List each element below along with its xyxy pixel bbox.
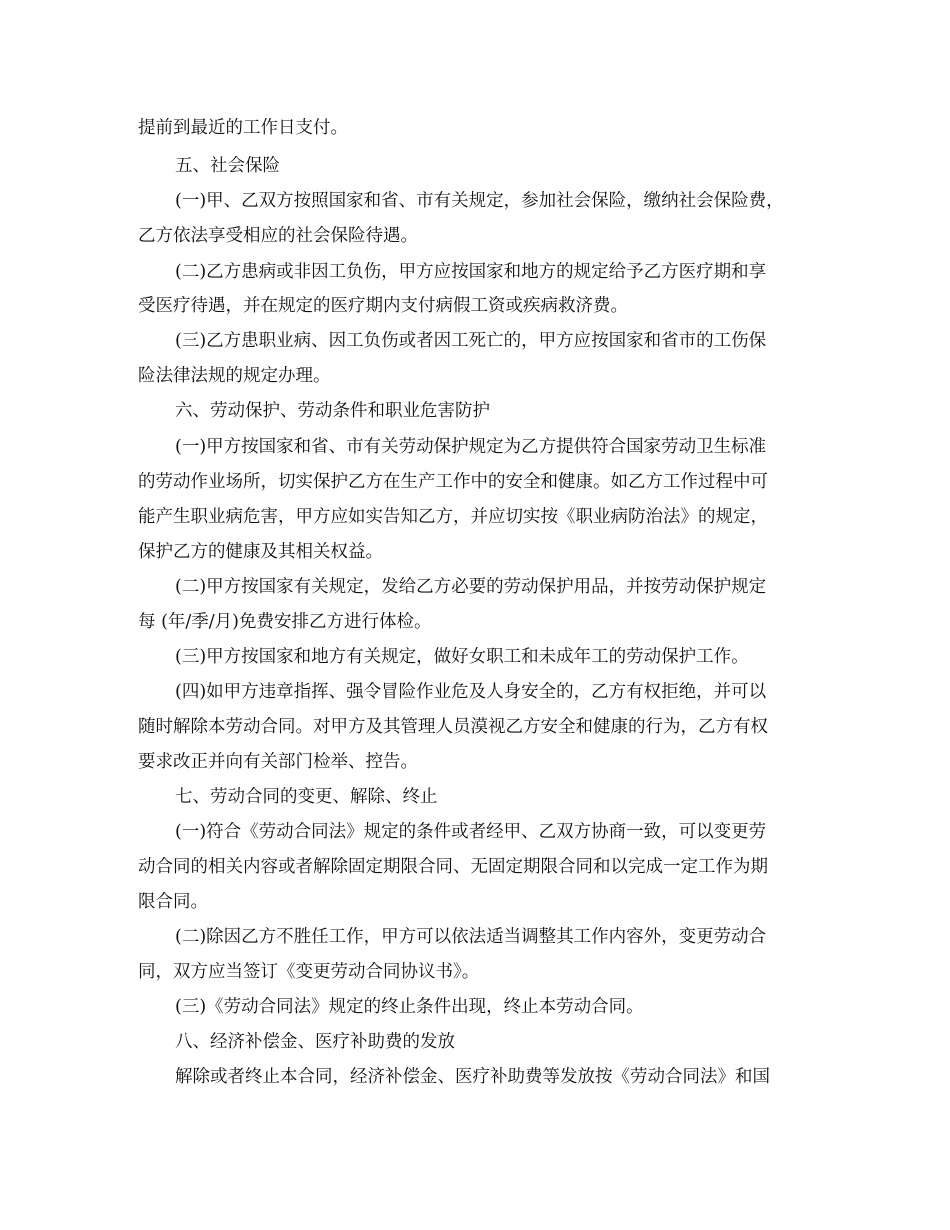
section-heading: 五、社会保险 [175, 156, 280, 176]
text-line: (二)甲方按国家有关规定，发给乙方必要的劳动保护用品，并按劳动保护规定 [175, 577, 767, 597]
text-line: 解除或者终止本合同，经济补偿金、医疗补助费等发放按《劳动合同法》和国 [175, 1067, 770, 1087]
text-line: 随时解除本劳动合同。对甲方及其管理人员漠视乙方安全和健康的行为，乙方有权 [138, 717, 768, 737]
text-line: 限合同。 [138, 892, 208, 912]
text-line: 每 (年/季/月)免费安排乙方进行体检。 [138, 612, 432, 632]
text-line: 保护乙方的健康及其相关权益。 [138, 542, 383, 562]
text-line: (二)乙方患病或非因工负伤，甲方应按国家和地方的规定给予乙方医疗期和享 [175, 262, 767, 282]
text-line: 乙方依法享受相应的社会保险待遇。 [138, 226, 418, 246]
text-line: (一)甲、乙双方按照国家和省、市有关规定，参加社会保险，缴纳社会保险费， [175, 191, 784, 211]
text-line: 提前到最近的工作日支付。 [138, 118, 348, 138]
text-line: (二)除因乙方不胜任工作，甲方可以依法适当调整其工作内容外，变更劳动合 [175, 927, 767, 947]
text-line: (一)甲方按国家和省、市有关劳动保护规定为乙方提供符合国家劳动卫生标准 [175, 437, 767, 457]
section-heading: 六、劳动保护、劳动条件和职业危害防护 [175, 401, 490, 421]
text-line: (四)如甲方违章指挥、强令冒险作业危及人身安全的，乙方有权拒绝，并可以 [175, 682, 767, 702]
text-line: 要求改正并向有关部门检举、控告。 [138, 752, 418, 772]
text-line: (三)甲方按国家和地方有关规定，做好女职工和未成年工的劳动保护工作。 [175, 647, 749, 667]
section-heading: 七、劳动合同的变更、解除、终止 [175, 787, 438, 807]
text-line: (三)乙方患职业病、因工负伤或者因工死亡的，甲方应按国家和省市的工伤保 [175, 331, 767, 351]
text-line: 受医疗待遇，并在规定的医疗期内支付病假工资或疾病救济费。 [138, 296, 628, 316]
text-line: (一)符合《劳动合同法》规定的条件或者经甲、乙双方协商一致，可以变更劳 [175, 822, 767, 842]
text-line: 同，双方应当签订《变更劳动合同协议书》。 [138, 962, 480, 982]
text-line: 的劳动作业场所，切实保护乙方在生产工作中的安全和健康。如乙方工作过程中可 [138, 472, 768, 492]
section-heading: 八、经济补偿金、医疗补助费的发放 [175, 1032, 455, 1052]
text-line: 动合同的相关内容或者解除固定期限合同、无固定期限合同和以完成一定工作为期 [138, 857, 768, 877]
text-line: 险法律法规的规定办理。 [138, 366, 331, 386]
text-line: 能产生职业病危害，甲方应如实告知乙方，并应切实按《职业病防治法》的规定， [138, 507, 768, 527]
text-line: (三)《劳动合同法》规定的终止条件出现，终止本劳动合同。 [175, 997, 644, 1017]
